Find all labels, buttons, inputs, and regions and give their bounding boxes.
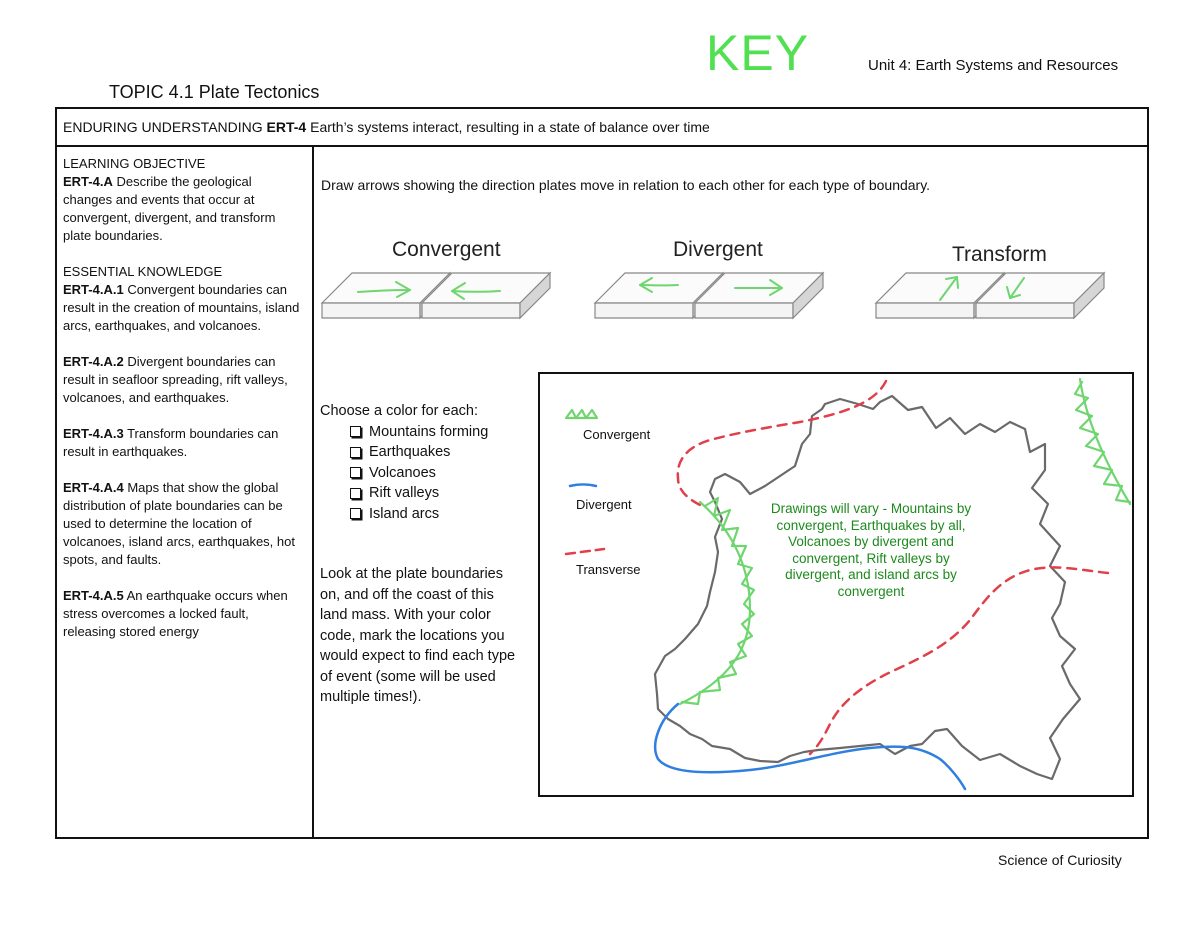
- checkbox-icon[interactable]: [350, 467, 361, 478]
- legend-divergent-label: Divergent: [576, 497, 632, 512]
- divergent-label: Divergent: [673, 238, 763, 261]
- list-item[interactable]: [350, 483, 488, 504]
- divergent-boundary: [655, 704, 965, 789]
- color-prompt: Choose a color for each:: [320, 403, 478, 419]
- transverse-legend-icon: [566, 549, 604, 554]
- list-item[interactable]: [350, 463, 488, 484]
- ek-code: ERT-4.A.4: [63, 480, 124, 495]
- ek-heading: ESSENTIAL KNOWLEDGE: [63, 264, 223, 279]
- eu-code: ERT-4: [266, 119, 307, 135]
- color-choice-block: [320, 401, 488, 524]
- ek-text: Maps that show the global distribution of plate boundaries can be used to determine the location of volcanoes, island arcs, earthquakes, hot spots, and faults.: [63, 480, 295, 567]
- divergent-legend-icon: [570, 485, 596, 487]
- convergent-legend-icon: [566, 410, 597, 418]
- transverse-boundary: [678, 381, 886, 506]
- transform-label: Transform: [952, 243, 1047, 266]
- convergent-label: Convergent: [392, 238, 501, 261]
- convergent-diagram: [322, 273, 550, 318]
- map-instructions: Look at the plate boundaries on, and off the coast of this land mass. With your color code, mark the locations you would expect to find each type of event (some will be used multiple times!).: [320, 566, 516, 705]
- checklist-label: Earthquakes: [369, 444, 451, 460]
- topic-title: TOPIC 4.1 Plate Tectonics: [109, 82, 320, 102]
- arrows-instruction: Draw arrows showing the direction plates move in relation to each other for each type of boundary.: [321, 177, 931, 193]
- eu-label: ENDURING UNDERSTANDING: [63, 119, 263, 135]
- footer-credit: Science of Curiosity: [998, 852, 1122, 868]
- lo-text: Describe the geological changes and events that occur at convergent, divergent, and transform plate boundaries.: [63, 174, 276, 243]
- legend-convergent-label: Convergent: [583, 427, 651, 442]
- legend-transverse-label: Transverse: [576, 562, 641, 577]
- eu-statement: Earth’s systems interact, resulting in a state of balance over time: [310, 119, 710, 135]
- handwritten-answer-note: Drawings will vary - Mountains by convergent, Earthquakes by all, Volcanoes by divergent and convergent, Rift valleys by divergent, and island arcs by convergent: [770, 501, 972, 599]
- checkbox-icon[interactable]: [350, 426, 361, 437]
- checklist-label: Mountains forming: [369, 423, 489, 440]
- checkbox-icon[interactable]: [350, 488, 361, 499]
- key-stamp: KEY: [706, 25, 810, 81]
- checkbox-icon[interactable]: [350, 508, 361, 519]
- color-checklist: [320, 422, 488, 525]
- ek-code: ERT-4.A.5: [63, 588, 124, 603]
- list-item[interactable]: [350, 504, 488, 525]
- checklist-label: Rift valleys: [369, 485, 440, 501]
- lo-heading: LEARNING OBJECTIVE: [63, 156, 206, 171]
- divergent-diagram: [595, 273, 823, 318]
- ek-code: ERT-4.A.1: [63, 282, 124, 297]
- convergent-boundary: [1075, 379, 1130, 504]
- checkbox-icon[interactable]: [350, 447, 361, 458]
- land-mass-map: [538, 372, 1134, 797]
- checklist-label: Island arcs: [369, 505, 440, 522]
- ek-text: An earthquake occurs when stress overcomes a locked fault, releasing stored energy: [63, 588, 288, 639]
- ek-text: Divergent boundaries can result in seafloor spreading, rift valleys, volcanoes, and earthquakes.: [63, 354, 288, 405]
- lo-code: ERT-4.A: [63, 174, 113, 189]
- transform-diagram: [876, 273, 1104, 318]
- list-item[interactable]: [350, 422, 488, 443]
- ek-code: ERT-4.A.3: [63, 426, 124, 441]
- ek-text: Transform boundaries can result in earthquakes.: [63, 426, 279, 459]
- unit-label: Unit 4: Earth Systems and Resources: [868, 57, 1119, 74]
- ek-code: ERT-4.A.2: [63, 354, 124, 369]
- list-item[interactable]: [350, 442, 488, 463]
- checklist-label: Volcanoes: [369, 464, 436, 481]
- ek-text: Convergent boundaries can result in the creation of mountains, island arcs, earthquakes, and volcanoes.: [63, 282, 300, 333]
